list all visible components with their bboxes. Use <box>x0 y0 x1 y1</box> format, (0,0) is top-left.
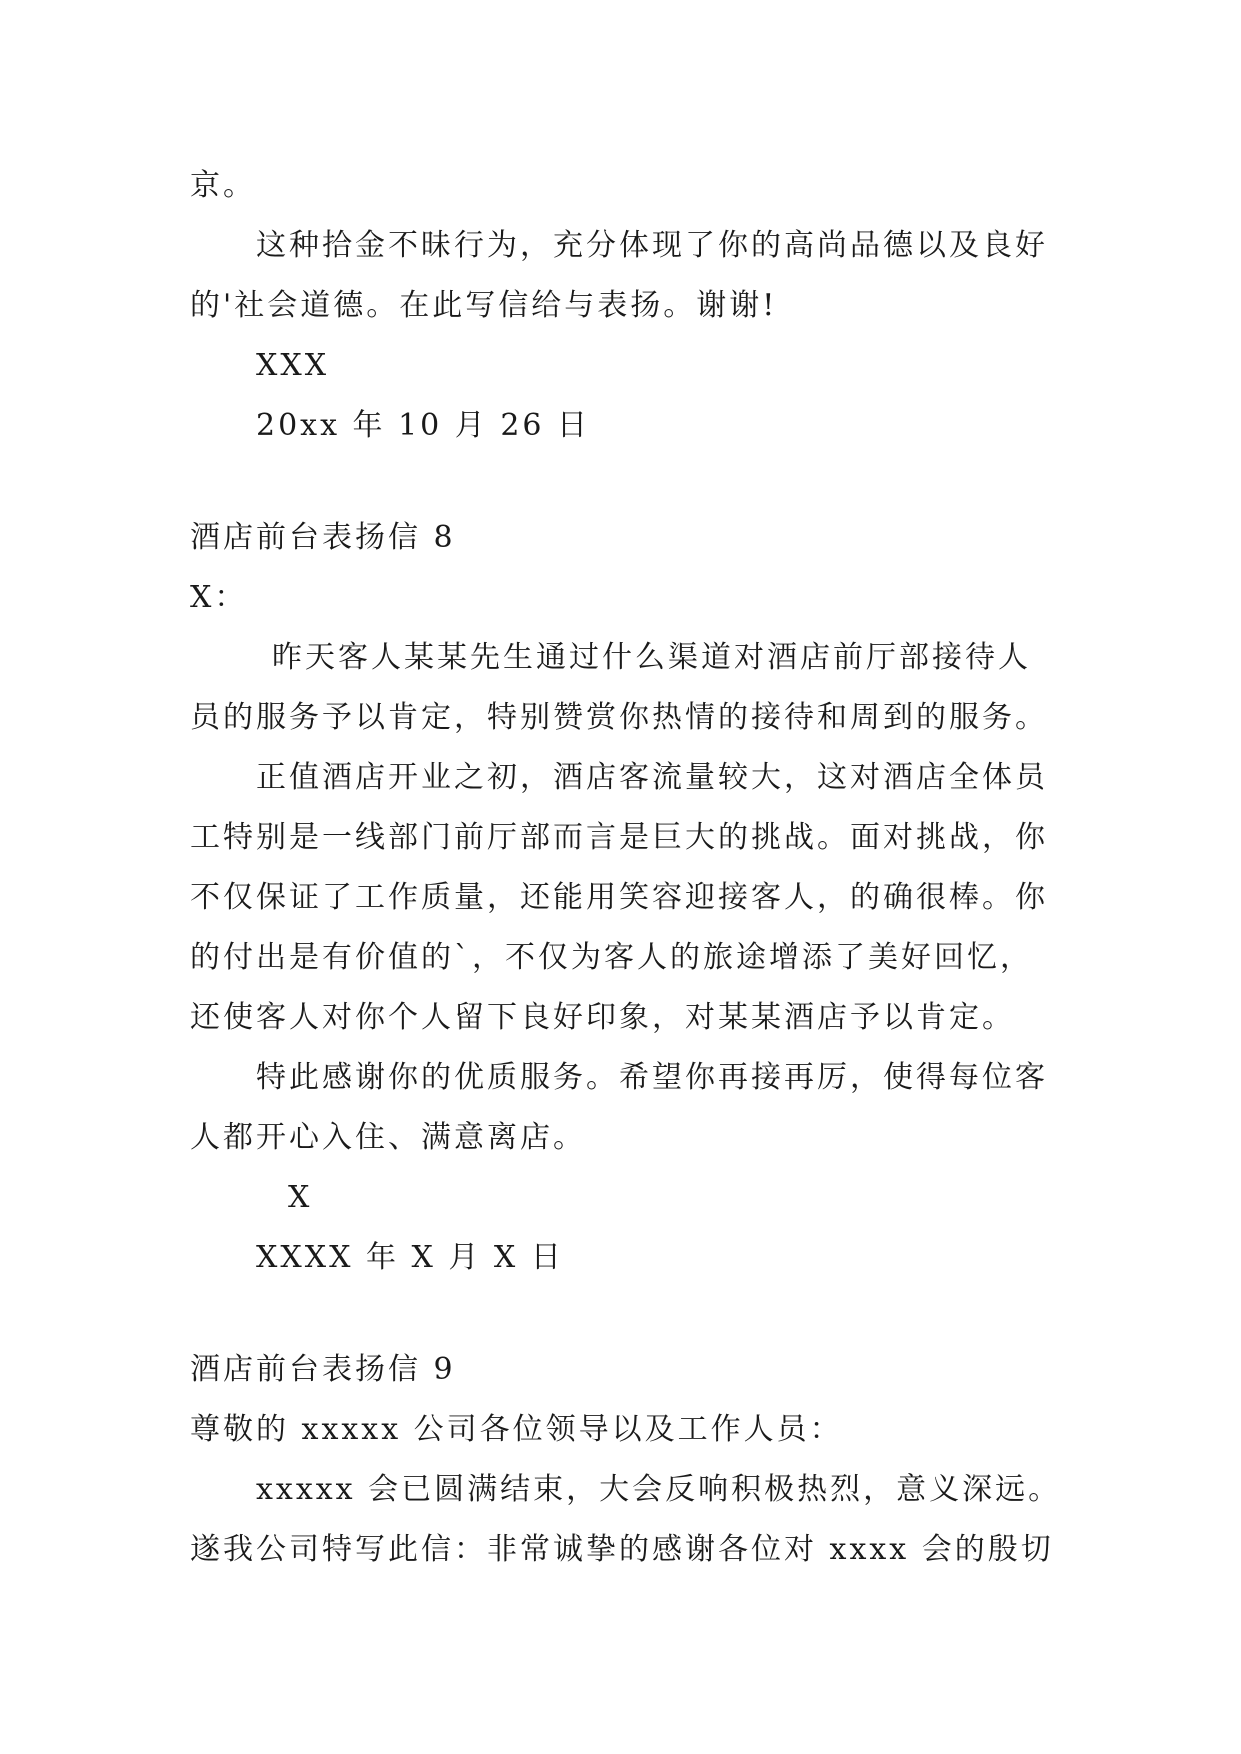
section-heading: 酒店前台表扬信 9 <box>190 1352 456 1387</box>
text-line: 特此感谢你的优质服务。希望你再接再厉，使得每位客 <box>256 1060 1048 1095</box>
signature: XXX <box>256 348 330 383</box>
date: 20xx 年 10 月 26 日 <box>256 408 591 443</box>
text-line: 昨天客人某某先生通过什么渠道对酒店前厅部接待人 <box>272 640 1031 675</box>
text-line: xxxxx 会已圆满结束，大会反响积极热烈，意义深远。 <box>256 1472 1062 1507</box>
section-heading: 酒店前台表扬信 8 <box>190 520 456 555</box>
date: XXXX 年 X 月 X 日 <box>256 1240 564 1275</box>
salutation: X： <box>190 580 248 615</box>
text-line: 工特别是一线部门前厅部而言是巨大的挑战。面对挑战，你 <box>190 820 1048 855</box>
text-line: 人都开心入住、满意离店。 <box>190 1120 586 1155</box>
signature: X <box>288 1180 313 1215</box>
salutation: 尊敬的 xxxxx 公司各位领导以及工作人员： <box>190 1412 843 1447</box>
text-line: 京。 <box>190 168 256 203</box>
text-line: 遂我公司特写此信：非常诚挚的感谢各位对 xxxx 会的殷切 <box>190 1532 1054 1567</box>
text-line: 这种拾金不昧行为，充分体现了你的高尚品德以及良好 <box>256 228 1048 263</box>
text-line: 的付出是有价值的`，不仅为客人的旅途增添了美好回忆， <box>190 940 1033 975</box>
text-line: 不仅保证了工作质量，还能用笑容迎接客人，的确很棒。你 <box>190 880 1048 915</box>
text-line: 还使客人对你个人留下良好印象，对某某酒店予以肯定。 <box>190 1000 1015 1035</box>
text-line: 的'社会道德。在此写信给与表扬。谢谢! <box>190 288 778 323</box>
text-line: 正值酒店开业之初，酒店客流量较大，这对酒店全体员 <box>256 760 1048 795</box>
text-line: 员的服务予以肯定，特别赞赏你热情的接待和周到的服务。 <box>190 700 1048 735</box>
